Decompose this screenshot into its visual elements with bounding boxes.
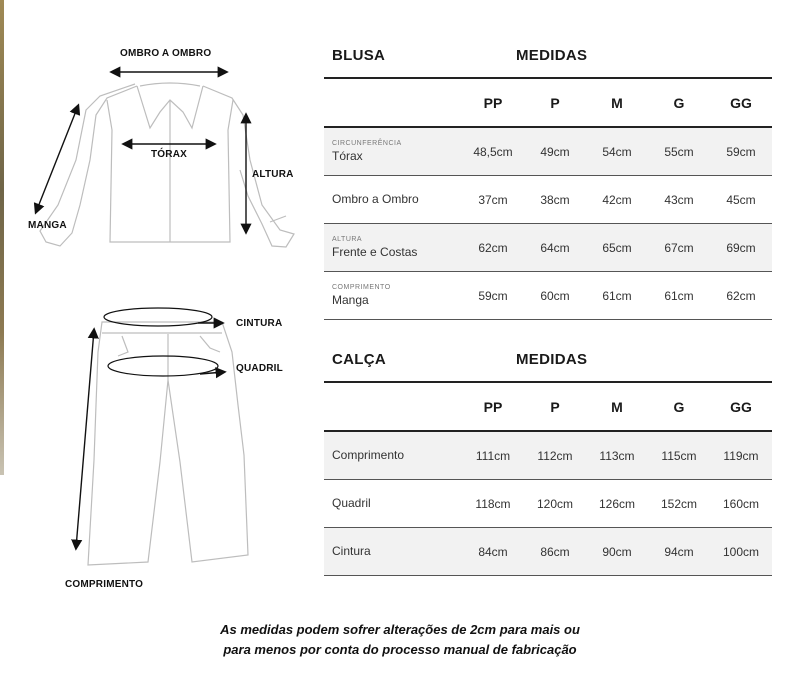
row-label — [324, 431, 462, 480]
size-header: GG — [710, 78, 772, 127]
measurement-disclaimer — [0, 620, 800, 660]
blouse-size-table — [324, 77, 772, 320]
table-row — [324, 480, 772, 528]
blouse-subtitle: MEDIDAS — [516, 47, 588, 64]
cell-value: 118cm — [462, 480, 524, 528]
cell-value: 112cm — [524, 431, 586, 480]
cell-value: 67cm — [648, 224, 710, 272]
label-chest: TÓRAX — [151, 149, 187, 160]
cell-value: 37cm — [462, 176, 524, 224]
cell-value: 49cm — [524, 127, 586, 176]
cell-value: 62cm — [462, 224, 524, 272]
header-empty — [324, 78, 462, 127]
cell-value: 100cm — [710, 528, 772, 576]
table-row — [324, 176, 772, 224]
table-header-row — [324, 78, 772, 127]
label-shoulder: OMBRO A OMBRO — [120, 48, 212, 59]
cell-value: 43cm — [648, 176, 710, 224]
blouse-header — [332, 47, 772, 77]
pants-drawing — [88, 322, 248, 565]
measurement-illustrations — [0, 0, 320, 600]
cell-value: 45cm — [710, 176, 772, 224]
row-name: Cintura — [332, 544, 371, 558]
label-hip: QUADRIL — [236, 363, 283, 374]
garment-diagrams — [0, 0, 320, 600]
row-name: Manga — [332, 293, 369, 307]
cell-value: 69cm — [710, 224, 772, 272]
cell-value: 120cm — [524, 480, 586, 528]
label-height: ALTURA — [252, 169, 294, 180]
table-row — [324, 431, 772, 480]
row-name: Quadril — [332, 496, 371, 510]
cell-value: 61cm — [586, 272, 648, 320]
cell-value: 119cm — [710, 431, 772, 480]
pants-header — [332, 351, 772, 381]
disclaimer-line-1: As medidas podem sofrer alterações de 2cm para mais ou — [220, 622, 580, 637]
size-header: PP — [462, 382, 524, 431]
label-sleeve: MANGA — [28, 220, 67, 231]
cell-value: 115cm — [648, 431, 710, 480]
row-name: Tórax — [332, 149, 363, 163]
table-header-row — [324, 382, 772, 431]
table-row — [324, 528, 772, 576]
size-header: PP — [462, 78, 524, 127]
cell-value: 152cm — [648, 480, 710, 528]
table-row — [324, 127, 772, 176]
blouse-title: BLUSA — [332, 47, 386, 64]
row-label — [324, 480, 462, 528]
header-empty — [324, 382, 462, 431]
cell-value: 38cm — [524, 176, 586, 224]
cell-value: 65cm — [586, 224, 648, 272]
pants-title: CALÇA — [332, 351, 386, 368]
label-length: COMPRIMENTO — [65, 579, 144, 590]
cell-value: 48,5cm — [462, 127, 524, 176]
row-category: CIRCUNFERÊNCIA — [332, 140, 402, 147]
row-name: Frente e Costas — [332, 245, 418, 259]
table-row — [324, 224, 772, 272]
size-header: G — [648, 78, 710, 127]
cell-value: 54cm — [586, 127, 648, 176]
cell-value: 84cm — [462, 528, 524, 576]
size-header: G — [648, 382, 710, 431]
cell-value: 111cm — [462, 431, 524, 480]
size-header: M — [586, 382, 648, 431]
cell-value: 90cm — [586, 528, 648, 576]
pants-subtitle: MEDIDAS — [516, 351, 588, 368]
cell-value: 160cm — [710, 480, 772, 528]
cell-value: 60cm — [524, 272, 586, 320]
row-name: Comprimento — [332, 448, 405, 462]
cell-value: 59cm — [462, 272, 524, 320]
row-label — [324, 528, 462, 576]
cell-value: 64cm — [524, 224, 586, 272]
cell-value: 62cm — [710, 272, 772, 320]
cell-value: 113cm — [586, 431, 648, 480]
cell-value: 126cm — [586, 480, 648, 528]
disclaimer-line-2: para menos por conta do processo manual de fabricação — [223, 642, 577, 657]
size-header: P — [524, 78, 586, 127]
table-row — [324, 272, 772, 320]
cell-value: 42cm — [586, 176, 648, 224]
cell-value: 86cm — [524, 528, 586, 576]
cell-value: 61cm — [648, 272, 710, 320]
row-category: COMPRIMENTO — [332, 284, 391, 291]
row-label — [324, 224, 462, 272]
pants-size-table — [324, 381, 772, 576]
row-label — [324, 272, 462, 320]
row-category: ALTURA — [332, 236, 363, 243]
cell-value: 94cm — [648, 528, 710, 576]
cell-value: 55cm — [648, 127, 710, 176]
row-label — [324, 176, 462, 224]
size-header: M — [586, 78, 648, 127]
row-label — [324, 127, 462, 176]
label-waist: CINTURA — [236, 318, 283, 329]
cell-value: 59cm — [710, 127, 772, 176]
size-header: P — [524, 382, 586, 431]
size-header: GG — [710, 382, 772, 431]
row-name: Ombro a Ombro — [332, 192, 419, 206]
